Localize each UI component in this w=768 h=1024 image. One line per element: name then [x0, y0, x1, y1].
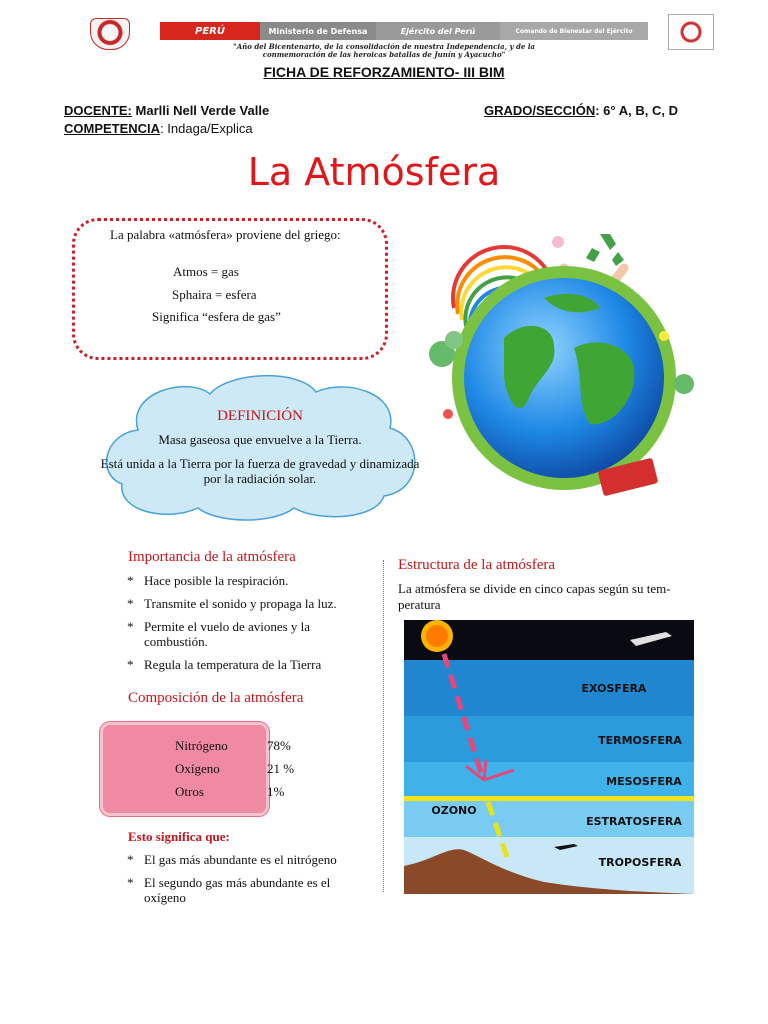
- worksheet-title: FICHA DE REFORZAMIENTO- III BIM: [263, 64, 505, 80]
- competence-info: [64, 121, 253, 136]
- competencia-label: COMPETENCIA: [64, 121, 161, 136]
- banner-ejercito: Ejército del Perú: [376, 22, 500, 40]
- importance-item-text: Regula la temperatura de la Tierra: [144, 657, 322, 672]
- ozone-label: OZONO: [431, 804, 477, 817]
- year-motto-line2: conmemoración de las heroicas batallas de Junín y Ayacucho": [262, 50, 506, 59]
- bullet-icon: *: [127, 573, 134, 588]
- column-divider: [383, 560, 384, 892]
- banner-comando: Comando de Bienestar del Ejército: [500, 22, 648, 40]
- gas-name: Oxígeno: [175, 761, 220, 776]
- grade-info: [484, 103, 678, 118]
- banner-peru: PERÚ: [160, 22, 260, 40]
- bullet-icon: *: [127, 875, 134, 890]
- gas-percentage: 78%: [267, 738, 291, 753]
- teacher-info: [64, 103, 269, 118]
- importance-item-text: Hace posible la respiración.: [144, 573, 289, 588]
- importance-item-text: Transmite el sonido y propaga la luz.: [144, 596, 337, 611]
- etymology-atmos: Atmos = gas: [173, 264, 239, 279]
- bullet-icon: *: [127, 596, 134, 611]
- list-item: [127, 875, 364, 905]
- structure-description: La atmósfera se divide en cinco capas según su tem- peratura: [398, 581, 671, 612]
- docente-label: DOCENTE:: [64, 103, 132, 118]
- grade-value: : 6° A, B, C, D: [595, 103, 678, 118]
- gas-name: Nitrógeno: [175, 738, 228, 753]
- structure-title: Estructura de la atmósfera: [398, 557, 556, 573]
- layer-label: EXOSFERA: [581, 682, 647, 695]
- list-item: [127, 657, 364, 672]
- list-item: [127, 573, 364, 588]
- composition-title: Composición de la atmósfera: [128, 690, 304, 706]
- list-item: [127, 852, 374, 867]
- importance-title: Importancia de la atmósfera: [128, 549, 296, 565]
- recycle-icon: [586, 234, 624, 266]
- year-motto-line1: "Año del Bicentenario, de la consolidación de nuestra Independencia, y de la: [233, 42, 535, 51]
- banner-ministerio: Ministerio de Defensa: [260, 22, 376, 40]
- layer-label: MESOSFERA: [606, 775, 682, 788]
- etymology-intro: La palabra «atmósfera» proviene del griego:: [110, 227, 341, 242]
- bullet-icon: *: [127, 852, 134, 867]
- conclusion-heading: Esto significa que:: [128, 829, 230, 844]
- institution-banner: [160, 22, 652, 40]
- layer-label: ESTRATOSFERA: [586, 815, 682, 828]
- definition-title: DEFINICIÓN: [217, 408, 303, 424]
- etymology-meaning: Significa “esfera de gas”: [152, 309, 281, 324]
- layer-label: TROPOSFERA: [598, 856, 682, 869]
- conclusion-text: El segundo gas más abundante es el oxígeno: [144, 875, 331, 905]
- list-item: [127, 619, 354, 649]
- etymology-sphaira: Sphaira = esfera: [172, 287, 257, 302]
- bullet-icon: *: [127, 657, 134, 672]
- list-item: [127, 596, 374, 611]
- gas-percentage: 21 %: [267, 761, 295, 776]
- page-title: La Atmósfera: [247, 150, 501, 194]
- gas-percentage: 1%: [267, 784, 285, 799]
- competence-value: : Indaga/Explica: [160, 121, 253, 136]
- conclusion-text: El gas más abundante es el nitrógeno: [144, 852, 337, 867]
- earth-globe-illustration: [424, 228, 700, 504]
- definition-line1: Masa gaseosa que envuelve a la Tierra.: [158, 432, 362, 447]
- teacher-name: Marlli Nell Verde Valle: [135, 103, 270, 118]
- bullet-icon: *: [127, 619, 134, 634]
- layer-label: TERMOSFERA: [598, 734, 682, 747]
- school-emblem-logo: [668, 14, 714, 50]
- definition-line2: Está unida a la Tierra por la fuerza de gravedad y dinamizada por la radiación solar.: [100, 456, 420, 486]
- gas-name: Otros: [175, 784, 204, 799]
- importance-item-text: Permite el vuelo de aviones y la combustión.: [144, 619, 311, 649]
- atmosphere-layers-diagram: [404, 620, 694, 894]
- grado-label: GRADO/SECCIÓN: [484, 103, 596, 118]
- ozone-band: [404, 796, 694, 801]
